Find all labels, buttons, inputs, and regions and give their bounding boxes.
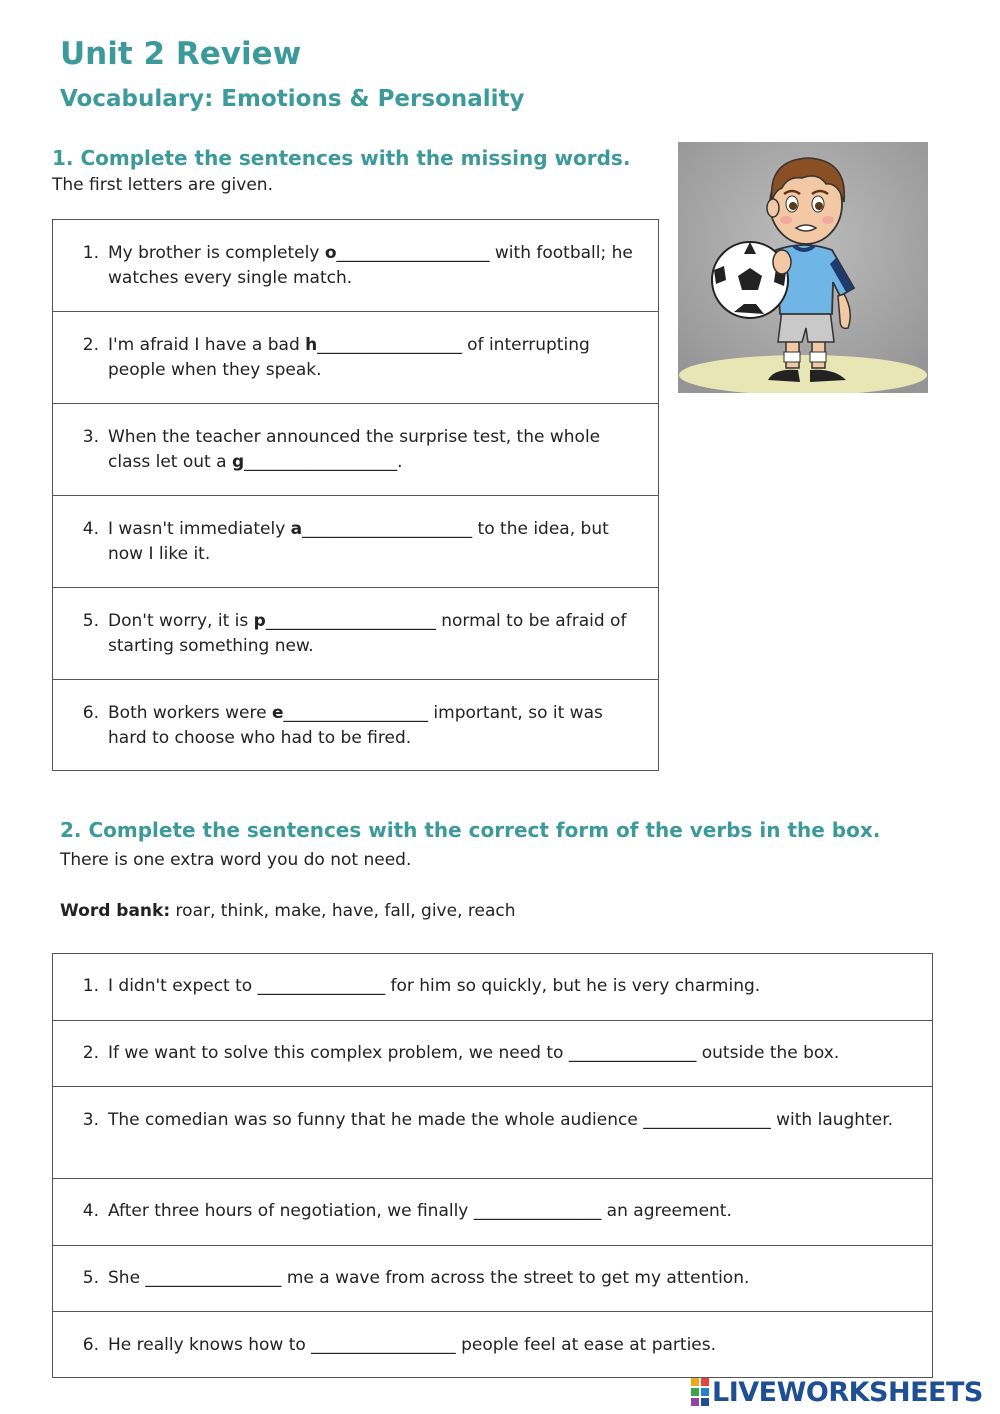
sentence-start: I'm afraid I have a bad bbox=[108, 335, 306, 355]
exercise1-item bbox=[53, 404, 658, 496]
sentence-start: My brother is completely bbox=[108, 243, 325, 263]
page-title: Unit 2 Review bbox=[60, 36, 302, 72]
liveworksheets-logo[interactable] bbox=[690, 1374, 983, 1410]
exercise1-item bbox=[53, 680, 658, 772]
item-sentence[interactable]: He really knows how to _________________ people feel at ease at parties. bbox=[108, 1334, 717, 1355]
exercise1-item bbox=[53, 220, 658, 312]
first-letter-hint: a bbox=[290, 519, 303, 539]
first-letter-hint: e bbox=[272, 703, 284, 723]
exercise2-item bbox=[53, 1246, 932, 1313]
exercise2-item bbox=[53, 954, 932, 1021]
liveworksheets-logo-icon bbox=[690, 1377, 710, 1407]
item-number: 3. bbox=[82, 1110, 99, 1130]
item-number: 2. bbox=[82, 335, 99, 355]
answer-blank[interactable]: _________________ of interrupting people when they speak. bbox=[108, 335, 590, 380]
liveworksheets-logo-text: LIVEWORKSHEETS bbox=[712, 1376, 983, 1408]
item-number: 5. bbox=[82, 1267, 99, 1288]
page-subtitle: Vocabulary: Emotions & Personality bbox=[60, 86, 525, 112]
exercise2-item bbox=[53, 1179, 932, 1246]
exercise2-item bbox=[53, 1021, 932, 1088]
item-number: 6. bbox=[82, 703, 99, 723]
item-number: 3. bbox=[82, 427, 99, 447]
item-sentence[interactable]: If we want to solve this complex problem, we need to _______________ outside the box. bbox=[108, 1042, 840, 1063]
first-letter-hint: p bbox=[253, 611, 266, 631]
section2-instruction: There is one extra word you do not need. bbox=[60, 850, 412, 870]
section2-heading: 2. Complete the sentences with the correct form of the verbs in the box. bbox=[60, 818, 881, 842]
section1-exercise-box bbox=[52, 219, 659, 771]
section2-exercise-box bbox=[52, 953, 933, 1378]
sentence-start: When the teacher announced the surprise test, the whole class let out a bbox=[108, 427, 601, 472]
section1-heading: 1. Complete the sentences with the missing words. bbox=[52, 146, 631, 170]
word-bank-label: Word bank: bbox=[60, 901, 171, 921]
answer-blank[interactable]: _________________ important, so it was hard to choose who had to be fired. bbox=[108, 703, 603, 748]
item-number: 4. bbox=[82, 1201, 99, 1222]
first-letter-hint: h bbox=[305, 335, 318, 355]
item-sentence[interactable]: After three hours of negotiation, we finally _______________ an agreement. bbox=[108, 1201, 732, 1222]
item-sentence bbox=[108, 220, 658, 291]
item-sentence bbox=[108, 496, 658, 567]
exercise1-item bbox=[53, 496, 658, 588]
first-letter-hint: g bbox=[231, 452, 245, 472]
item-number: 6. bbox=[82, 1334, 99, 1355]
item-sentence[interactable]: The comedian was so funny that he made the whole audience _______________ with laughter. bbox=[108, 1110, 894, 1130]
exercise2-item bbox=[53, 1312, 932, 1379]
section1-instruction: The first letters are given. bbox=[52, 175, 273, 195]
item-sentence bbox=[108, 312, 658, 383]
item-sentence bbox=[108, 680, 658, 751]
exercise1-item bbox=[53, 588, 658, 680]
item-number: 2. bbox=[82, 1042, 99, 1063]
item-number: 1. bbox=[82, 243, 99, 263]
answer-blank[interactable]: __________________ with football; he watches every single match. bbox=[108, 243, 633, 288]
sentence-start: Both workers were bbox=[108, 703, 272, 723]
item-number: 4. bbox=[82, 519, 99, 539]
item-sentence bbox=[108, 588, 658, 659]
answer-blank[interactable]: ____________________ to the idea, but now I like it. bbox=[108, 519, 609, 564]
sentence-start: I wasn't immediately bbox=[108, 519, 291, 539]
item-sentence[interactable]: I didn't expect to _______________ for him so quickly, but he is very charming. bbox=[108, 976, 761, 997]
answer-blank[interactable]: __________________. bbox=[244, 452, 403, 472]
item-number: 1. bbox=[82, 976, 99, 997]
item-number: 5. bbox=[82, 611, 99, 631]
item-sentence[interactable]: She ________________ me a wave from across the street to get my attention. bbox=[108, 1267, 750, 1288]
exercise2-item bbox=[53, 1087, 932, 1179]
word-bank bbox=[60, 901, 516, 921]
boy-with-soccer-ball-illustration bbox=[678, 142, 928, 393]
answer-blank[interactable]: ____________________ normal to be afraid of starting something new. bbox=[108, 611, 627, 656]
sentence-start: Don't worry, it is bbox=[108, 611, 254, 631]
first-letter-hint: o bbox=[324, 243, 337, 263]
word-bank-words: roar, think, make, have, fall, give, reach bbox=[170, 901, 516, 921]
exercise1-item bbox=[53, 312, 658, 404]
item-sentence bbox=[108, 404, 658, 475]
